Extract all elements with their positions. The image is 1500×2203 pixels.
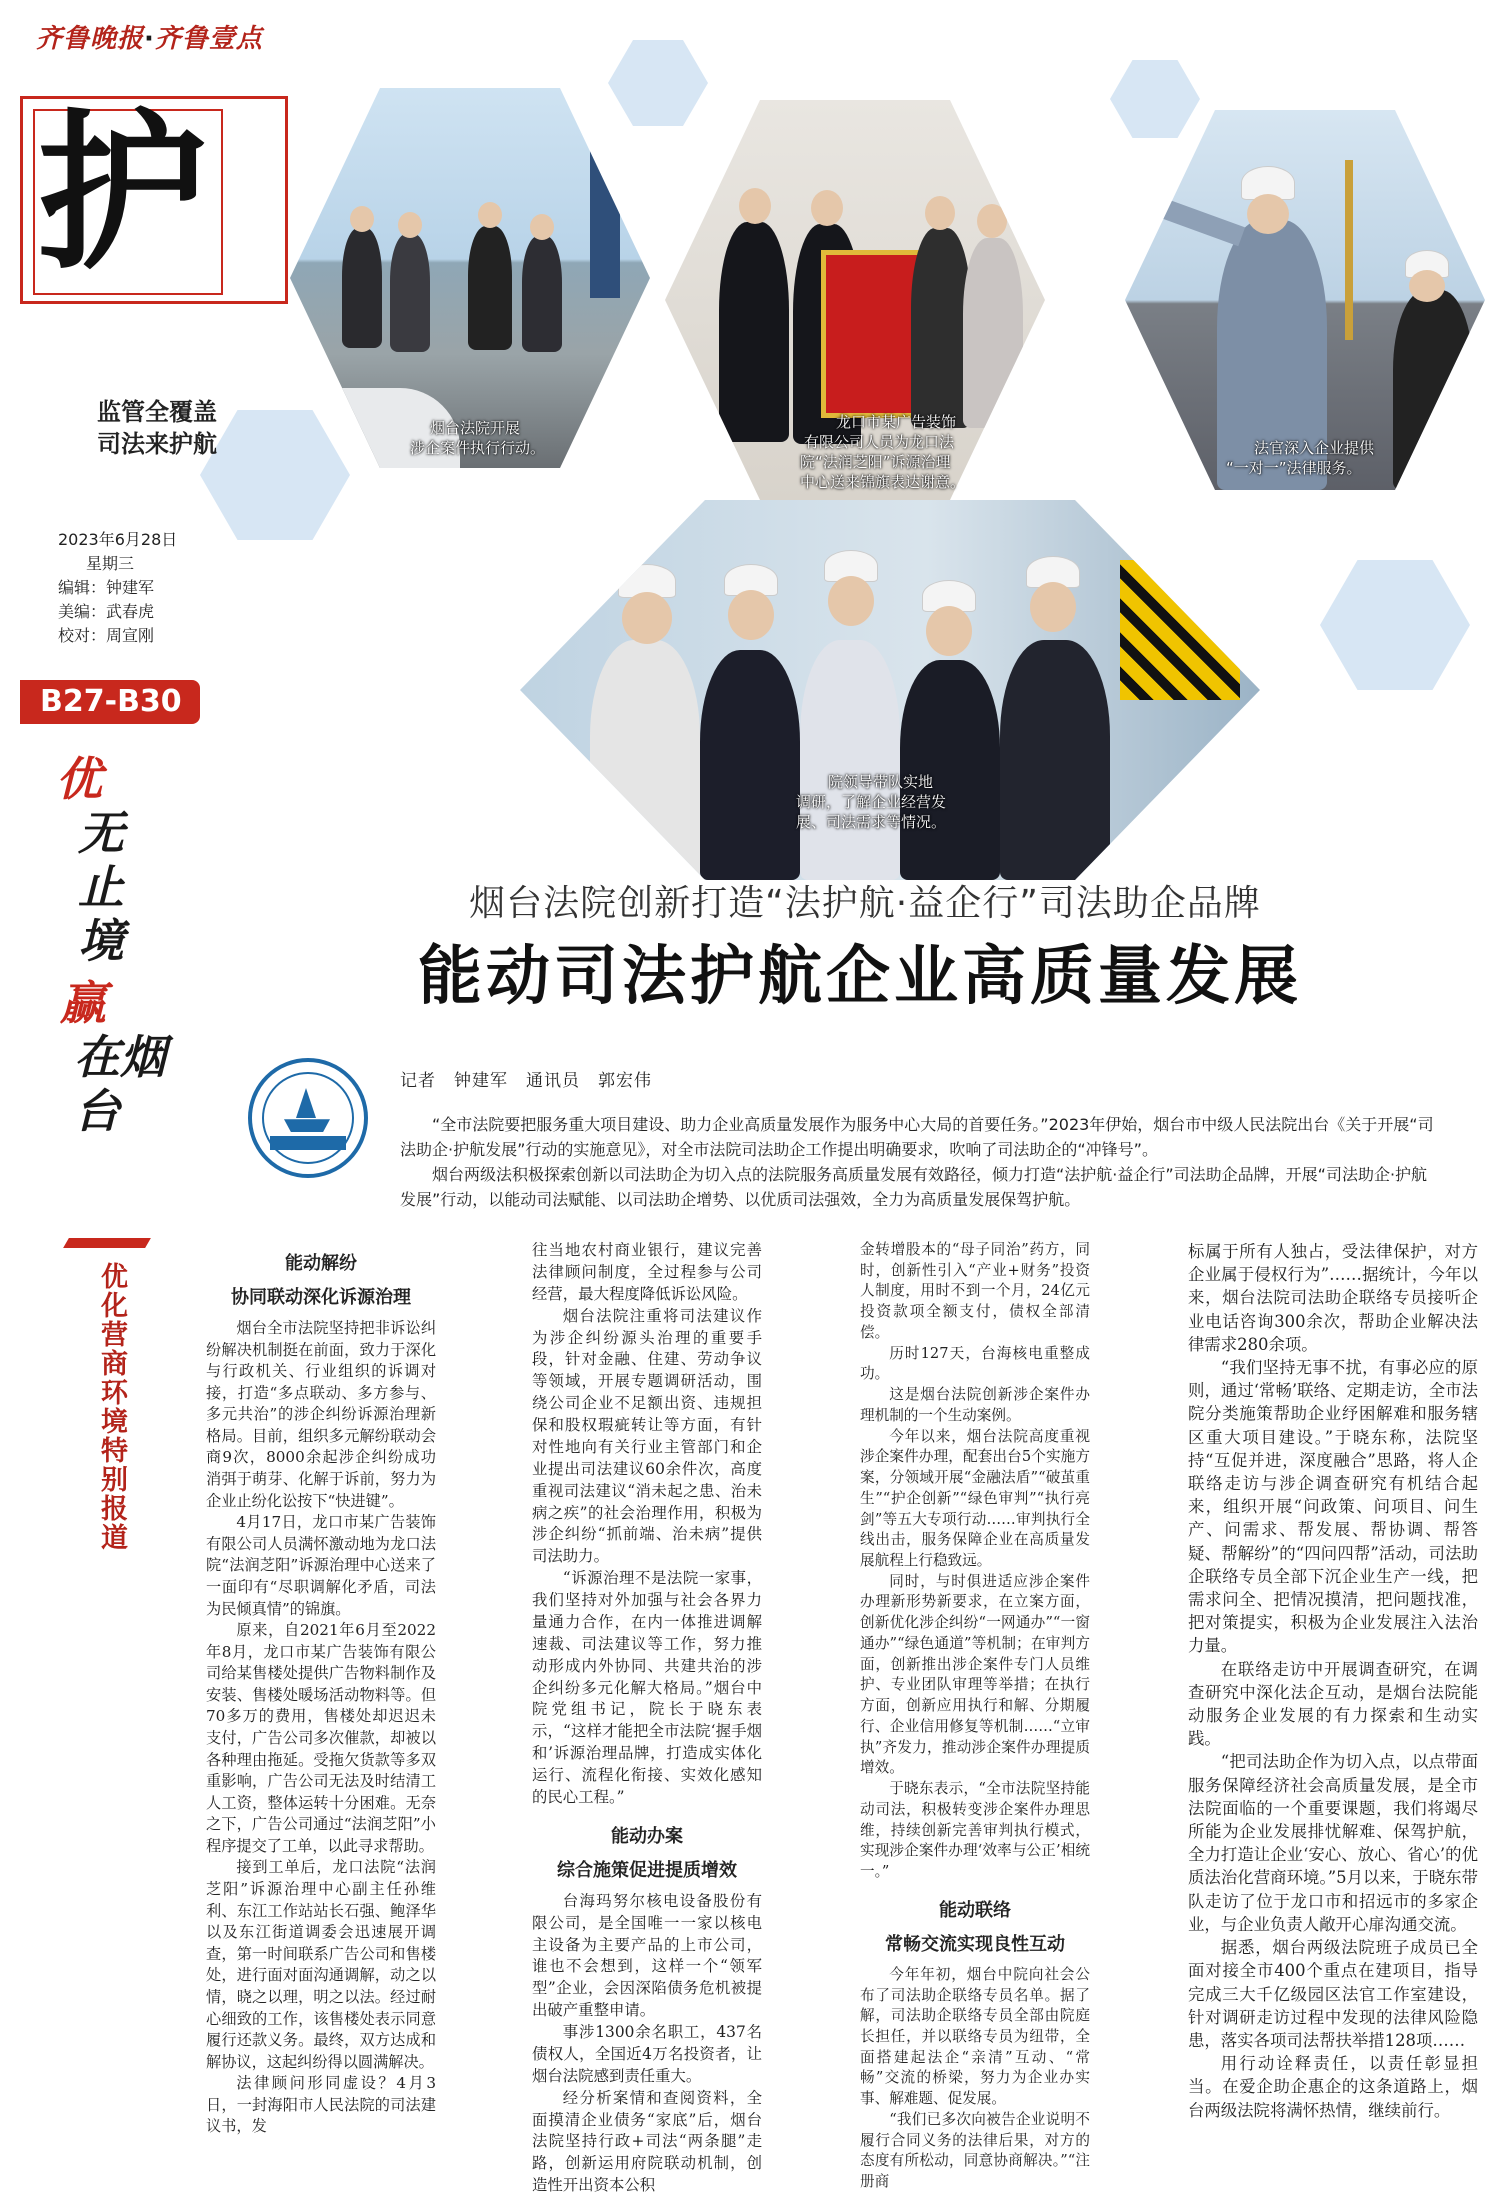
slogan-d: 在烟台: [74, 1030, 166, 1138]
decor-hexagon: [1110, 60, 1200, 138]
body-paragraph: 台海玛努尔核电设备股份有限公司，是全国唯一一家以核电主设备为主要产品的上市公司，谁也不会想到，这样一个“领军型”企业，会因深陷债务危机被提出破产重整申请。: [532, 1891, 762, 2020]
section-subtitle: 协同联动深化诉源治理: [231, 1287, 411, 1308]
page-range-badge: B27-B30: [20, 680, 200, 724]
body-paragraph: 金转增股本的“母子同治”药方，同时，创新性引入“产业+财务”投资人制度，用时不到一个月，24亿元投资款项全额支付，债权全部清偿。: [860, 1241, 1090, 1341]
body-paragraph: 原来，自2021年6月至2022年8月，龙口市某广告装饰有限公司给某售楼处提供广告物料制作及安装、售楼处暖场活动物料等。但70多万的费用，售楼处却迟迟未支付，广告公司多次催款，却被以各种理由拖延。受拖欠货款等多双重影响，广告公司无法及时结清工人工资，整体运转十分困难。无奈之下，广告公司通过“法润芝阳”小程序提交了工单，以此寻求帮助。: [206, 1621, 436, 1855]
vertical-report-label: 优化营商环境特别报道: [96, 1262, 127, 1552]
banner-sign: [590, 148, 620, 298]
masthead-brand: 齐鲁晚报: [36, 24, 145, 54]
section-subtitle: 常畅交流实现良性互动: [885, 1933, 1065, 1955]
crane-structure: [1345, 160, 1353, 340]
issue-weekday: 星期三: [86, 554, 135, 573]
red-accent-bar: [63, 1238, 151, 1248]
person-figure: [1000, 640, 1110, 880]
body-paragraph: 今年年初，烟台中院向社会公布了司法助企联络专员名单。据了解，司法助企联络专员全部由院庭长担任，并以联络专员为纽带，全面搭建起法企“亲清”互动、“常畅”交流的桥梁，努力为企业办实事、解难题、促发展。: [860, 1965, 1090, 2108]
proofreader: 校对：周宣刚: [58, 626, 155, 645]
person-head: [977, 204, 1007, 238]
body-paragraph: 烟台法院注重将司法建议作为涉企纠纷源头治理的重要手段，针对金融、住建、劳动争议等领域，开展专题调研活动，围绕公司企业不足额出资、违规担保和股权瑕疵转让等方面，有针对性地向有关行业主管部门和企业提出司法建议60余件次，高度重视司法建议“消未起之患、治未病之疾”的社会治理作用，积极为涉企纠纷“抓前端、治未病”提供司法助力。: [532, 1306, 762, 1566]
person-figure: [390, 234, 430, 352]
person-figure: [522, 236, 562, 352]
photo-court-enforcement: [290, 88, 650, 468]
article-column-1: [206, 1250, 436, 2138]
caption-line: 院“法润芝阳”诉源治理: [800, 453, 951, 471]
issue-date: 2023年6月28日: [58, 530, 178, 549]
caption-line: 涉企案件执行行动。: [410, 439, 546, 457]
body-paragraph: 这是烟台法院创新涉企案件办理机制的一个生动案例。: [860, 1386, 1090, 1424]
body-paragraph: 用行动诠释责任，以责任彰显担当。在爱企助企惠企的这条道路上，烟台两级法院将满怀热情，继续前行。: [1188, 2054, 1478, 2120]
section-subtitle: 综合施策促进提质增效: [557, 1859, 737, 1881]
person-figure: [468, 226, 512, 350]
body-paragraph: 接到工单后，龙口法院“法润芝阳”诉源治理中心副主任孙维利、东江工作站站长石强、鲍泽华以及东江街道调委会迅速展开调查，第一时间联系广告公司和售楼处，进行面对面沟通调解，动之以情，晓之以理，明之以法。经过耐心细致的工作，该售楼处表示同意履行还款义务。最终，双方达成和解协议，这起纠纷得以圆满解决。: [206, 1858, 436, 2071]
caption-line: 调研，了解企业经营发: [796, 793, 947, 811]
body-paragraph: “我们已多次向被告企业说明不履行合同义务的法律后果，对方的态度有所松动，同意协商解决。”“注册商: [860, 2110, 1090, 2191]
person-figure: [963, 238, 1023, 428]
body-paragraph: 今年以来，烟台法院高度重视涉企案件办理，配套出台5个实施方案，分领域开展“金融法盾”“破茧重生”“护企创新”“绿色审判”“执行亮剑”等五大专项行动……审判执行全线出击，服务保障企业在高质量发展航程上行稳致远。: [860, 1427, 1090, 1570]
decor-hexagon: [1320, 560, 1470, 690]
person-head: [811, 190, 843, 226]
designer: 美编：武春虎: [58, 602, 155, 621]
person-head: [828, 576, 874, 626]
person-head: [530, 214, 554, 240]
logo-ring: [262, 1072, 354, 1164]
section-title: 能动联络: [939, 1899, 1011, 1921]
article-column-3: [860, 1240, 1090, 2193]
editor: 编辑：钟建军: [58, 578, 155, 597]
caption-line: 院领导带队实地: [828, 773, 934, 791]
person-head: [1030, 582, 1076, 632]
caption-photo-3: [1226, 438, 1374, 478]
slogan-b: 无止境: [78, 806, 124, 968]
caption-photo-1: [410, 418, 545, 458]
body-paragraph: “把司法助企作为切入点，以点带面服务保障经济社会高质量发展，是全市法院面临的一个重要课题，我们将竭尽所能为企业发展排忧解难、保驾护航，全力打造让企业‘安心、放心、省心’的优质法治化营商环境。”5月以来，于晓东带队走访了位于龙口市和招远市的多家企业，与企业负责人敞开心扉沟通交流。: [1188, 1752, 1478, 1934]
body-paragraph: 4月17日，龙口市某广告装饰有限公司人员满怀激动地为龙口法院“法润芝阳”诉源治理中心送来了一面印有“尽职调解化矛盾，司法为民倾真情”的锦旗。: [206, 1513, 436, 1618]
body-paragraph: 据悉，烟台两级法院班子成员已全面对接全市400个重点在建项目，指导完成三大千亿级园区法官工作室建设，针对调研走访过程中发现的法律风险隐患，落实各项司法帮扶举措128项……: [1188, 1938, 1478, 2050]
caption-line: 烟台法院开展: [430, 419, 521, 437]
section-title: 能动办案: [611, 1825, 683, 1847]
person-head: [926, 606, 972, 656]
person-figure: [1393, 290, 1473, 490]
body-paragraph: 于晓东表示，“全市法院坚持能动司法，积极转变涉企案件办理思维，持续创新完善审判执行模式，实现涉企案件办理‘效率与公正’相统一。”: [860, 1780, 1090, 1881]
caption-line: 龙口市某广告装饰: [836, 413, 957, 431]
logo-band: [270, 1136, 346, 1150]
caption-line: 有限公司人员为龙口法: [804, 433, 955, 451]
article-subhead: 烟台法院创新打造“法护航·益企行”司法助企品牌: [469, 883, 1261, 924]
red-silk-banner: [821, 250, 925, 418]
person-figure: [700, 650, 800, 880]
person-figure: [342, 228, 382, 348]
person-head: [1409, 270, 1445, 302]
person-figure: [590, 640, 700, 880]
decor-hexagon: [200, 410, 350, 540]
caption-photo-4: [796, 772, 946, 832]
issue-meta: [58, 528, 177, 648]
section-title: 能动解纷: [285, 1253, 357, 1274]
yellow-fence: [1120, 560, 1240, 700]
byline: 记者 钟建军 通讯员 郭宏伟: [400, 1071, 652, 1091]
person-head: [478, 202, 502, 228]
body-paragraph: 在联络走访中开展调查研究，在调查研究中深化法企互动，是烟台法院能动服务企业发展的有力探索和生动实践。: [1188, 1659, 1478, 1749]
section-box: [20, 96, 288, 304]
caption-line: “一对一”法律服务。: [1226, 459, 1362, 477]
caption-line: 展、司法需求等情况。: [796, 813, 947, 831]
person-figure: [900, 660, 1000, 880]
body-paragraph: 法律顾问形同虚设？4月3日，一封海阳市人民法院的司法建议书，发: [206, 2074, 436, 2136]
body-paragraph: 往当地农村商业银行，建议完善法律顾问制度，全过程参与公司经营，最大程度降低诉讼风险。: [532, 1241, 762, 1303]
section-char: 护: [37, 95, 208, 293]
person-head: [398, 212, 422, 238]
campaign-slogan: [56, 752, 166, 1138]
masthead: [36, 18, 263, 55]
article-column-4: [1188, 1240, 1478, 2122]
brand-emblem-logo: [248, 1058, 368, 1178]
tagline-line-1: 监管全覆盖: [97, 397, 217, 426]
tagline-line-2: 司法来护航: [97, 429, 217, 458]
body-paragraph: 历时127天，台海核电重整成功。: [860, 1344, 1090, 1383]
person-head: [622, 592, 672, 644]
person-head: [1247, 194, 1289, 234]
slogan-c: 赢: [60, 976, 106, 1030]
lead-paragraph: “全市法院要把服务重大项目建设、助力企业高质量发展作为服务中心大局的首要任务。”2023年伊始，烟台市中级人民法院出台《关于开展“司法助企·护航发展”行动的实施意见》，对全市法院司法助企工作提出明确要求，吹响了司法助企的“冲锋号”。: [400, 1115, 1434, 1159]
masthead-app: 齐鲁壹点: [154, 24, 263, 54]
decor-hexagon: [608, 40, 708, 126]
masthead-separator: ·: [144, 24, 155, 54]
caption-line: 法官深入企业提供: [1254, 439, 1375, 457]
caption-line: 中心送来锦旗表达谢意。: [800, 473, 966, 491]
person-figure: [719, 222, 789, 442]
pointing-arm: [1135, 190, 1245, 246]
section-tagline: [92, 396, 222, 460]
caption-photo-2: [800, 412, 965, 492]
body-paragraph: 烟台全市法院坚持把非诉讼纠纷解决机制挺在前面，致力于深化与行政机关、行业组织的诉调对接，打造“多点联动、多方参与、多元共治”的涉企纠纷诉源治理新格局。目前，组织多元解纷联动会商9次，8000余起涉企纠纷成功消弭于萌芽、化解于诉前，努力为企业止纷化讼按下“快进键”。: [206, 1319, 436, 1510]
slogan-a: 优: [56, 752, 102, 806]
person-head: [739, 188, 771, 224]
photo-legal-service: [1125, 110, 1485, 490]
body-paragraph: 标属于所有人独占，受法律保护，对方企业属于侵权行为”……据统计，今年以来，烟台法院司法助企联络专员接听企业电话咨询300余次，帮助企业解决法律需求280余项。: [1188, 1242, 1478, 1354]
body-paragraph: “我们坚持无事不扰，有事必应的原则，通过‘常畅’联络、定期走访，全市法院分类施策帮助企业纾困解难和服务辖区重大项目建设。”于晓东称，法院坚持“互促并进，深度融合”思路，将人企联络走访与涉企调查研究有机结合起来，组织开展“问政策、问项目、问生产、问需求、帮发展、帮协调、帮答疑、帮解纷”的“四问四帮”活动，司法助企联络专员全部下沉企业生产一线，把需求问全、把情况摸清，把问题找准，把对策提实，积极为企业发展注入法治力量。: [1188, 1358, 1478, 1656]
person-figure: [800, 640, 900, 880]
person-head: [728, 590, 774, 640]
body-paragraph: 同时，与时俱进适应涉企案件办理新形势新要求，在立案方面，创新优化涉企纠纷“一网通办”“一窗通办”“绿色通道”等机制；在审判方面，创新推出涉企案件专门人员维护、专业团队审理等举措；在执行方面，创新应用执行和解、分期履行、企业信用修复等机制……“立审执”齐发力，推动涉企案件办理提质增效。: [860, 1572, 1090, 1777]
person-head: [350, 206, 374, 232]
article-lead: [400, 1112, 1435, 1212]
article-column-2: [532, 1240, 762, 2197]
lead-paragraph: 烟台两级法积极探索创新以司法助企为切入点的法院服务高质量发展有效路径，倾力打造“法护航·益企行”司法助企品牌，开展“司法助企·护航发展”行动，以能动司法赋能、以司法助企增势、以优质司法强效，全力为高质量发展保驾护航。: [400, 1165, 1428, 1209]
body-paragraph: 经分析案情和查阅资料，全面摸清企业债务“家底”后，烟台法院坚持行政+司法“两条腿”走路，创新运用府院联动机制，创造性开出资本公积: [532, 2088, 762, 2195]
body-paragraph: “诉源治理不是法院一家事，我们坚持对外加强与社会各界力量通力合作，在内一体推进调解速裁、司法建议等工作，努力推动形成内外协同、共建共治的涉企纠纷多元化解大格局。”烟台中院党组书记，院长于晓东表示，“这样才能把全市法院‘握手烟和’诉源治理品牌，打造成实体化运行、流程化衔接、实效化感知的民心工程。”: [532, 1569, 762, 1806]
person-figure: [911, 228, 971, 428]
body-paragraph: 事涉1300余名职工，437名债权人，全国近4万名投资者，让烟台法院感到责任重大。: [532, 2023, 762, 2085]
person-head: [925, 196, 955, 230]
article-headline: 能动司法护航企业高质量发展: [418, 940, 1302, 1014]
